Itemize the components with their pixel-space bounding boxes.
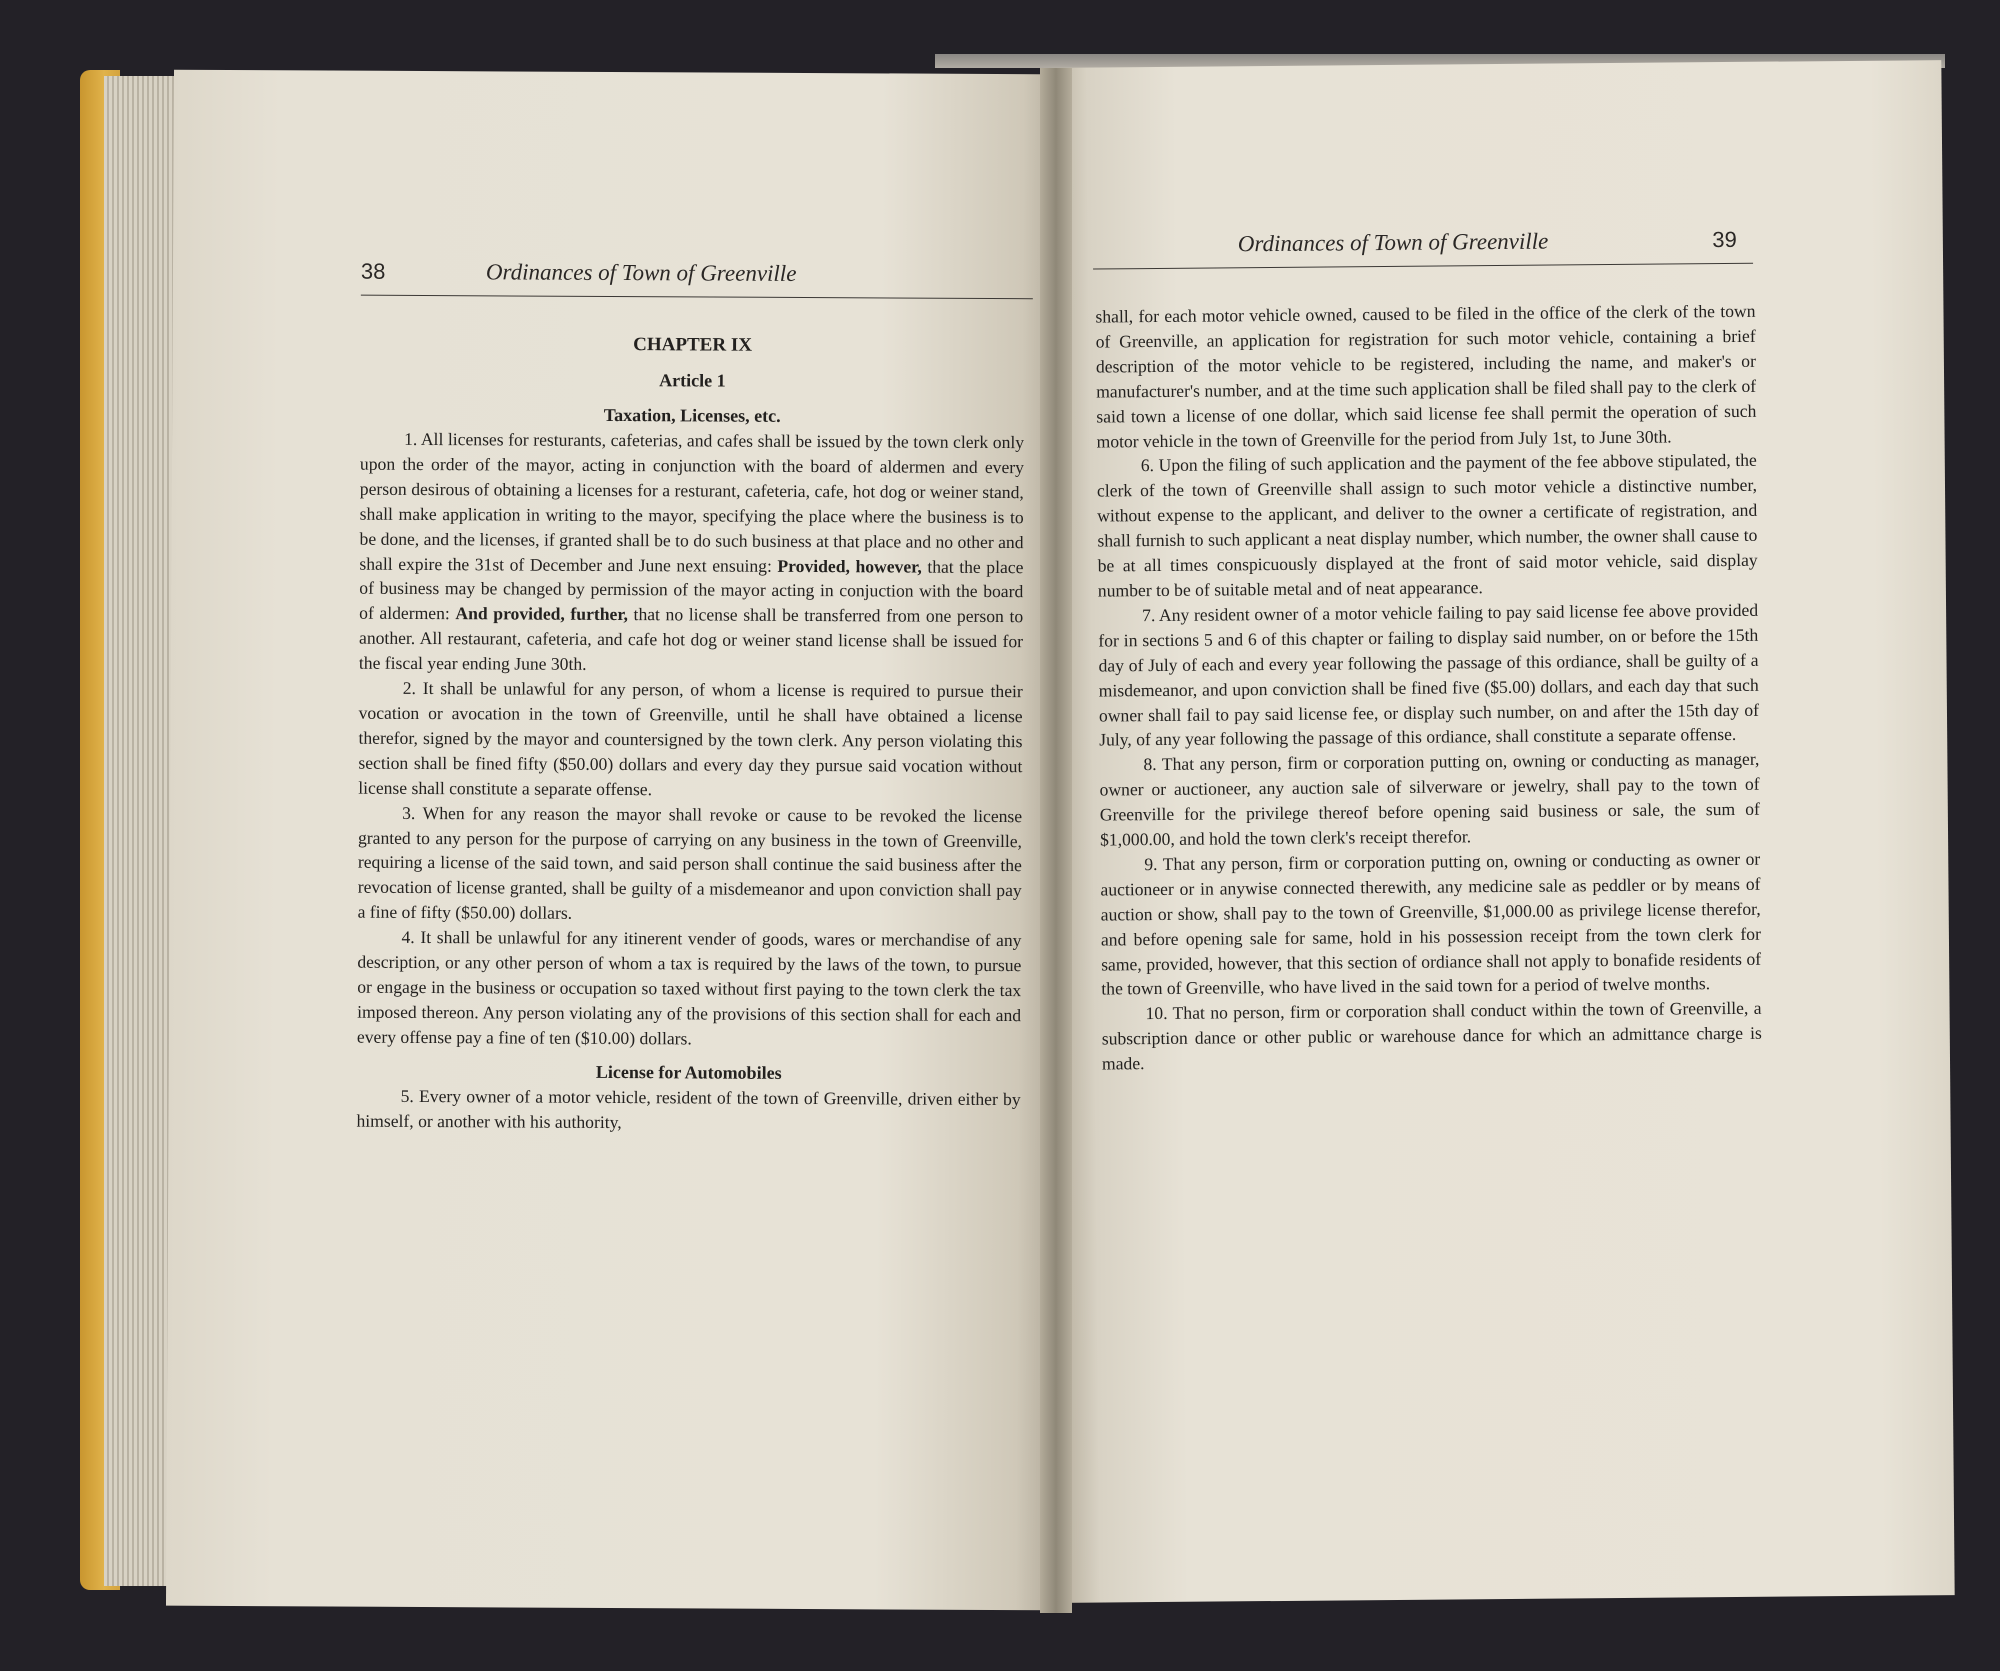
left-running-title: Ordinances of Town of Greenville	[485, 259, 797, 286]
section-heading-taxation: Taxation, Licenses, etc.	[603, 404, 781, 426]
right-running-head	[1093, 227, 1753, 270]
section-1-text-b: that the place of business may be changed by permission of the mayor acting in conjuction with the board of aldermen:	[359, 556, 1024, 624]
right-running-title: Ordinances of Town of Greenville	[1237, 228, 1549, 257]
section-2-paragraph: 2. It shall be unlawful for any person, of whom a license is required to pursue their vocation or avocation in the town of Greenville, until he shall have obtained a license therefor, signed by the mayor and countersigned by the town clerk. Any person violating this section shall be fined fifty ($50.00) dollars and every day they pursue said vocation without license shall constitute a separate offense.	[358, 677, 1023, 799]
section-1-proviso-2: And provided, further,	[455, 603, 629, 625]
section-8-paragraph: 8. That any person, firm or corporation putting on, owning or conducting as manager, owner or auctioneer, any auction sale of silverware or jewelry, shall pay to the town of Greenville for the privilege thereof before opening said business or sale, the sum of $1,000.00, and hold the town clerk's receipt therefor.	[1099, 749, 1760, 850]
section-9-paragraph: 9. That any person, firm or corporation putting on, owning or conducting as owner or auctioneer or in anywise connected therewith, any medicine sale as peddler or by means of auction or show, shall pay to the town of Greenville, $1,000.00 as privilege license therefor, and before opening sale for same, hold in his possession receipt from the town clerk for same, provided, however, that this section of ordiance shall not apply to bonafide residents of the town of Greenville, who have lived in the said town for a period of twelve months.	[1100, 848, 1762, 999]
article-heading: Article 1	[659, 370, 726, 391]
chapter-heading: CHAPTER IX	[633, 334, 753, 356]
section-1-text-a: 1. All licenses for resturants, cafeterias, and cafes shall be issued by the town clerk only upon the order of the mayor, acting in conjunction with the board of aldermen and every person desirous of obtaining a licenses for a resturant, cafeteria, cafe, hot dog or weiner stand, shall make application in writing to the mayor, specifying the place where the business is to be done, and the licenses, if granted shall be to do such business at that place and no other and shall expire the 31st of December and June next ensuing:	[359, 428, 1025, 576]
section-1-text-c: that no license shall be transferred from one person to another. All restaurant, cafeteria, and cafe hot dog or weiner stand license shall be issued for the fiscal year ending June 30th.	[358, 604, 1024, 675]
right-page-body	[1095, 299, 1762, 1077]
right-page-number: 39	[1712, 226, 1737, 253]
section-1-proviso-1: Provided, however,	[777, 555, 922, 577]
section-heading-automobiles: License for Automobiles	[595, 1061, 782, 1083]
section-1-paragraph	[359, 427, 1024, 680]
book-gutter	[1040, 68, 1072, 1613]
left-page-number: 38	[360, 258, 386, 284]
section-7-paragraph: 7. Any resident owner of a motor vehicle failing to pay said license fee above provided for in sections 5 and 6 of this chapter or failing to display said number, on or before the 15th day of July of each and every year following the passage of this ordiance, shall be guilty of a misdemeanor, and upon conviction shall be fined five ($5.00) dollars, and each day that such owner shall fail to pay said license fee, or display such number, on and after the 15th day of July, of any year following the passage of this ordiance, shall constitute a separate offense.	[1098, 599, 1760, 750]
left-page	[166, 70, 1059, 1611]
section-10-paragraph: 10. That no person, firm or corporation shall conduct within the town of Greenville, a subscription dance or other public or warehouse dance for which an admittance charge is made.	[1101, 998, 1762, 1074]
section-5-paragraph-cont: shall, for each motor vehicle owned, caused to be filed in the office of the clerk of the town of Greenville, an application for registration for such motor vehicle, containing a brief description of the motor vehicle to be registered, including the name, and maker's or manufacturer's number, and at the time such application shall be filed shall pay to the clerk of said town a license of one dollar, which said license fee shall permit the operation of such motor vehicle in the town of Greenville for the period from July 1st, to June 30th.	[1095, 300, 1757, 452]
section-5-paragraph-start: 5. Every owner of a motor vehicle, resident of the town of Greenville, driven either by himself, or another with his authority,	[356, 1085, 1021, 1132]
left-running-head	[361, 259, 1033, 300]
right-page	[1051, 60, 1954, 1603]
section-3-paragraph: 3. When for any reason the mayor shall revoke or cause to be revoked the license granted to any person for the purpose of carrying on any business in the town of Greenville, requiring a license of the said town, and said person shall continue the said business after the revocation of license granted, shall be guilty of a misdemeanor and upon conviction shall pay a fine of fifty ($50.00) dollars.	[357, 802, 1023, 924]
left-page-body	[356, 323, 1024, 1137]
section-4-paragraph: 4. It shall be unlawful for any itinerent vender of goods, wares or merchandise of any description, or any other person of whom a tax is required by the laws of the town, to pursue or engage in the business or occupation so taxed without first paying to the town clerk the tax imposed thereon. Any person violating any of the provisions of this section shall for each and every offense pay a fine of ten ($10.00) dollars.	[356, 927, 1022, 1049]
section-6-paragraph: 6. Upon the filing of such application and the payment of the fee abbove stipulated, the clerk of the town of Greenville shall assign to such motor vehicle a distinctive number, without expense to the applicant, and deliver to the owner a certificate of registration, and shall furnish to such applicant a neat display number, which number, the owner shall cause to be at all times conspicuously displayed at the front of said motor vehicle, said display number to be of suitable metal and of neat appearance.	[1096, 450, 1758, 601]
